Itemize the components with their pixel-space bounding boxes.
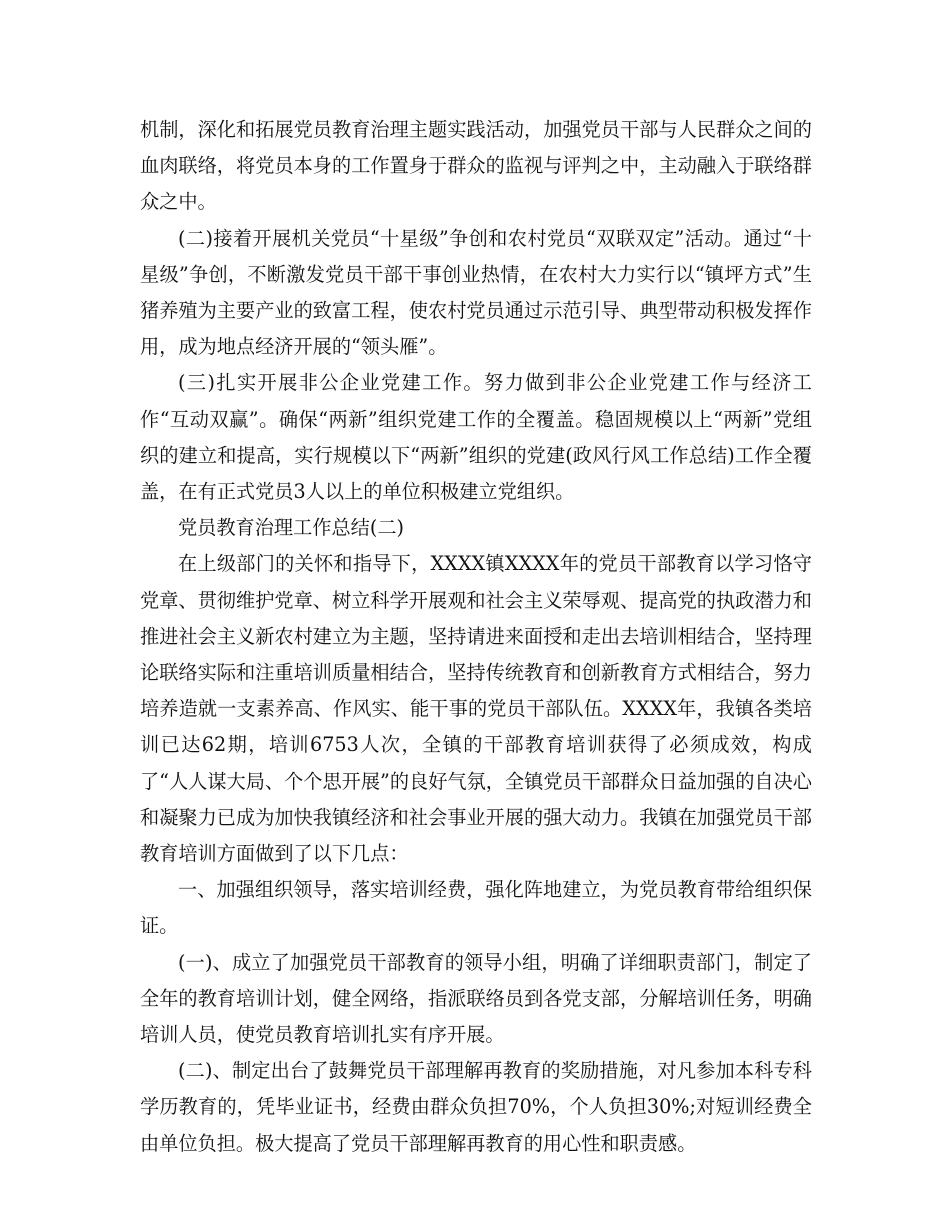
paragraph: 一、加强组织领导，落实培训经费，强化阵地建立，为党员教育带给组织保证。 — [140, 878, 812, 938]
paragraph: 机制，深化和拓展党员教育治理主题实践活动，加强党员干部与人民群众之间的血肉联络，将党员本身的工作置身于群众的监视与评判之中，主动融入于联络群众之中。 — [140, 118, 812, 214]
section-heading: 党员教育治理工作总结(二) — [178, 516, 405, 540]
paragraph: (一)、成立了加强党员干部教育的领导小组，明确了详细职责部门，制定了全年的教育培训计划，健全网络，指派联络员到各党支部，分解培训任务，明确培训人员，使党员教育培训扎实有序开展。 — [140, 950, 812, 1047]
paragraph: (二)接着开展机关党员“十星级”争创和农村党员“双联双定”活动。通过“十星级”争创，不断激发党员干部干事创业热情，在农村大力实行以“镇坪方式”生猪养殖为主要产业的致富工程，使农村党员通过示范引导、典型带动积极发挥作用，成为地点经济开展的“领头雁”。 — [140, 226, 812, 359]
document-body — [140, 112, 812, 1162]
paragraph: (二)、制定出台了鼓舞党员干部理解再教育的奖励措施，对凡参加本科专科学历教育的，凭毕业证书，经费由群众负担70%，个人负担30%;对短训经费全由单位负担。极大提高了党员干部理解再教育的用心性和职责感。 — [140, 1059, 812, 1155]
paragraph: 在上级部门的关怀和指导下，XXXX镇XXXX年的党员干部教育以学习恪守党章、贯彻维护党章、树立科学开展观和社会主义荣辱观、提高党的执政潜力和推进社会主义新农村建立为主题，坚持请进来面授和走出去培训相结合，坚持理论联络实际和注重培训质量相结合，坚持传统教育和创新教育方式相结合，努力培养造就一支素养高、作风实、能干事的党员干部队伍。XXXX年，我镇各类培训已达62期，培训6753人次，全镇的干部教育培训获得了必须成效，构成了“人人谋大局、个个思开展”的良好气氛，全镇党员干部群众日益加强的自决心和凝聚力已成为加快我镇经济和社会事业开展的强大动力。我镇在加强党员干部教育培训方面做到了以下几点： — [140, 552, 812, 866]
paragraph: (三)扎实开展非公企业党建工作。努力做到非公企业党建工作与经济工作“互动双赢”。确保“两新”组织党建工作的全覆盖。稳固规模以上“两新”党组织的建立和提高，实行规模以下“两新”组织的党建(政风行风工作总结)工作全覆盖，在有正式党员3人以上的单位积极建立党组织。 — [140, 371, 812, 504]
